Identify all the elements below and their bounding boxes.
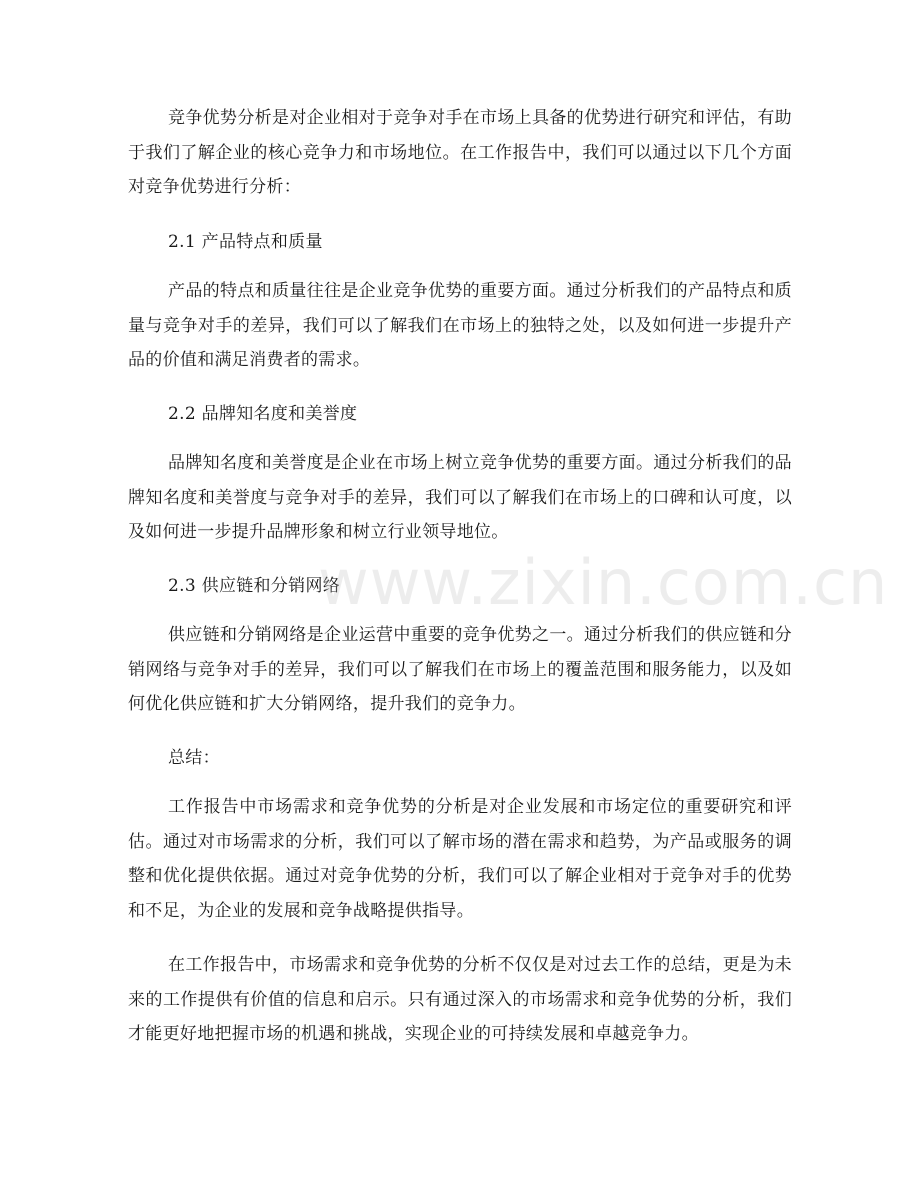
section-body-2-1: 产品的特点和质量往往是企业竞争优势的重要方面。通过分析我们的产品特点和质量与竞争对手的差异，我们可以了解我们在市场上的独特之处，以及如何进一步提升产品的价值和满足消费者的需求。: [128, 281, 792, 370]
intro-paragraph: 竞争优势分析是对企业相对于竞争对手在市场上具备的优势进行研究和评估，有助于我们了解企业的核心竞争力和市场地位。在工作报告中，我们可以通过以下几个方面对竞争优势进行分析：: [128, 108, 792, 197]
section-body-2-2: 品牌知名度和美誉度是企业在市场上树立竞争优势的重要方面。通过分析我们的品牌知名度和美誉度与竞争对手的差异，我们可以了解我们在市场上的口碑和认可度，以及如何进一步提升品牌形象和树立行业领导地位。: [128, 453, 792, 542]
summary-paragraph-2: 在工作报告中，市场需求和竞争优势的分析不仅仅是对过去工作的总结，更是为未来的工作提供有价值的信息和启示。只有通过深入的市场需求和竞争优势的分析，我们才能更好地把握市场的机遇和挑战，实现企业的可持续发展和卓越竞争力。: [128, 955, 792, 1044]
watermark-text: www.zixin.com.cn: [318, 546, 889, 619]
section-heading-2-1: 2.1 产品特点和质量: [168, 232, 323, 252]
section-body-2-3: 供应链和分销网络是企业运营中重要的竞争优势之一。通过分析我们的供应链和分销网络与竞争对手的差异，我们可以了解我们在市场上的覆盖范围和服务能力，以及如何优化供应链和扩大分销网络，提升我们的竞争力。: [128, 625, 792, 714]
summary-heading: 总结：: [168, 748, 220, 768]
summary-paragraph-1: 工作报告中市场需求和竞争优势的分析是对企业发展和市场定位的重要研究和评估。通过对市场需求的分析，我们可以了解市场的潜在需求和趋势，为产品或服务的调整和优化提供依据。通过对竞争优势的分析，我们可以了解企业相对于竞争对手的优势和不足，为企业的发展和竞争战略提供指导。: [128, 797, 792, 921]
section-heading-2-2: 2.2 品牌知名度和美誉度: [168, 404, 358, 424]
section-heading-2-3: 2.3 供应链和分销网络: [168, 576, 341, 596]
